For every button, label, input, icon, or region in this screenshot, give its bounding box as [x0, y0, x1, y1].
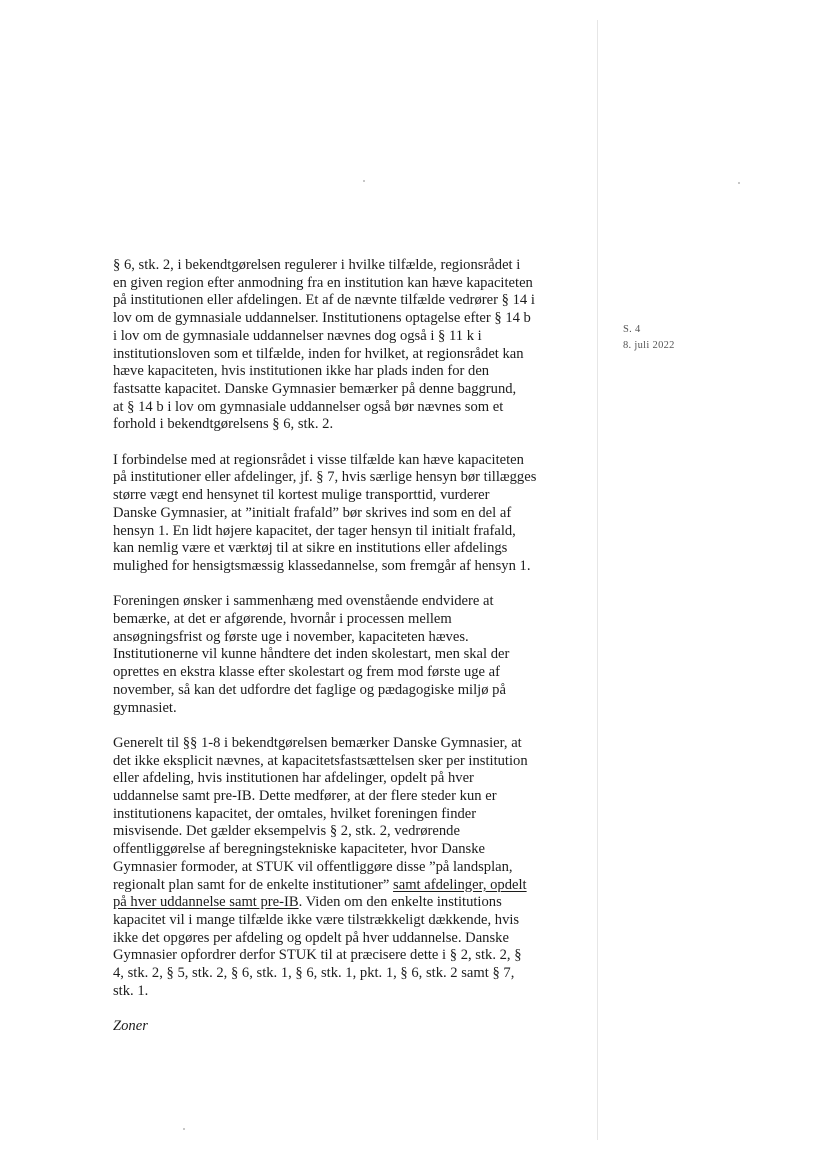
text-run: institutionsloven som et tilfælde, inden for hvilket, at regionsrådet kan: [113, 345, 524, 362]
text-run: på institutionen eller afdelingen. Et af de nævnte tilfælde vedrører § 14 i: [113, 292, 535, 309]
text-line: [113, 629, 583, 647]
page-number: S. 4: [623, 324, 641, 335]
text-run: ikke det opgøres per afdeling og opdelt på hver uddannelse. Danske: [113, 929, 509, 946]
text-line: [113, 452, 583, 470]
text-run: på institutioner eller afdelinger, jf. § 7, hvis særlige hensyn bør tillægges: [113, 469, 537, 486]
text-run: eller afdeling, hvis institutionen har afdelinger, opdelt på hver: [113, 770, 474, 787]
text-line: [113, 735, 583, 753]
text-run: kan nemlig være et værktøj til at sikre en institutions eller afdelings: [113, 540, 508, 557]
text-run: Gymnasier formoder, at STUK vil offentliggøre disse ”på landsplan,: [113, 858, 513, 875]
text-run: Danske Gymnasier, at ”initialt frafald” bør skrives ind som en del af: [113, 504, 512, 521]
text-run: en given region efter anmodning fra en institution kan hæve kapaciteten: [113, 274, 533, 291]
text-run: Generelt til §§ 1-8 i bekendtgørelsen bemærker Danske Gymnasier, at: [113, 734, 522, 751]
text-run: lov om de gymnasiale uddannelser. Institutionens optagelse efter § 14 b: [113, 310, 531, 327]
text-run: . Viden om den enkelte institutions: [298, 894, 502, 911]
closing-signature: Zoner: [113, 1018, 148, 1035]
document-date: 8. juli 2022: [623, 340, 675, 351]
text-run: mulighed for hensigtsmæssig klassedannelse, som fremgår af hensyn 1.: [113, 557, 531, 574]
text-line: [113, 328, 583, 346]
text-run: misvisende. Det gælder eksempelvis § 2, stk. 2, vedrørende: [113, 823, 460, 840]
text-run: stk. 1.: [113, 982, 149, 999]
text-line: [113, 292, 583, 310]
text-line: [113, 257, 583, 275]
underlined-text: samt afdelinger, opdelt: [393, 876, 527, 893]
text-line: [113, 753, 583, 771]
text-line: [113, 912, 583, 930]
text-run: fastsatte kapacitet. Danske Gymnasier bemærker på denne baggrund,: [113, 380, 517, 397]
text-run: hæve kapaciteten, hvis institutionen ikke har plads inden for den: [113, 363, 490, 380]
text-line: [113, 788, 583, 806]
scan-speck: [738, 182, 740, 184]
text-run: gymnasiet.: [113, 699, 177, 716]
text-run: Institutionerne vil kunne håndtere det inden skolestart, men skal der: [113, 646, 510, 663]
text-line: [113, 823, 583, 841]
text-line: [113, 682, 583, 700]
text-run: forhold i bekendtgørelsens § 6, stk. 2.: [113, 416, 334, 433]
text-run: november, så kan det udfordre det faglige og pædagogiske miljø på: [113, 681, 506, 698]
text-line: [113, 505, 583, 523]
text-line: [113, 416, 583, 434]
text-run: I forbindelse med at regionsrådet i visse tilfælde kan hæve kapaciteten: [113, 451, 524, 468]
scan-speck: [183, 1128, 185, 1130]
text-run: Gymnasier opfordrer derfor STUK til at præcisere dette i § 2, stk. 2, §: [113, 947, 522, 964]
text-run: uddannelse samt pre-IB. Dette medfører, at der flere steder kun er: [113, 788, 497, 805]
text-line: [113, 275, 583, 293]
text-line: [113, 611, 583, 629]
text-run: det ikke eksplicit nævnes, at kapacitetsfastsættelsen sker per institution: [113, 752, 528, 769]
text-run: regionalt plan samt for de enkelte institutioner”: [113, 876, 394, 893]
margin-divider: [597, 20, 598, 1140]
text-line: [113, 930, 583, 948]
text-line: [113, 646, 583, 664]
text-run: at § 14 b i lov om gymnasiale uddannelser også bør nævnes som et: [113, 398, 504, 415]
scan-speck: [363, 180, 365, 182]
text-run: ansøgningsfrist og første uge i november, kapaciteten hæves.: [113, 628, 469, 645]
text-run: institutionens kapacitet, der omtales, hvilket foreningen finder: [113, 805, 477, 822]
text-run: større vægt end hensynet til kortest mulige transporttid, vurderer: [113, 487, 490, 504]
text-run: kapacitet vil i mange tilfælde ikke være tilstrækkeligt dækkende, hvis: [113, 911, 520, 928]
text-run: 4, stk. 2, § 5, stk. 2, § 6, stk. 1, § 6, stk. 1, pkt. 1, § 6, stk. 2 samt § 7,: [113, 965, 515, 982]
text-line: [113, 469, 583, 487]
text-run: i lov om de gymnasiale uddannelser nævnes dog også i § 11 k i: [113, 327, 482, 344]
text-line: [113, 310, 583, 328]
text-line: [113, 841, 583, 859]
text-run: bemærke, at det er afgørende, hvornår i processen mellem: [113, 611, 452, 628]
text-line: [113, 700, 583, 718]
text-line: [113, 859, 583, 877]
text-run: oprettes en ekstra klasse efter skolestart og frem mod første uge af: [113, 664, 500, 681]
text-line: [113, 877, 583, 895]
text-line: [113, 593, 583, 611]
underlined-text: på hver uddannelse samt pre-IB: [113, 894, 299, 911]
text-line: [113, 664, 583, 682]
body-paragraph: [113, 257, 583, 434]
text-run: § 6, stk. 2, i bekendtgørelsen regulerer i hvilke tilfælde, regionsrådet i: [113, 257, 521, 273]
body-paragraph: [113, 593, 583, 717]
text-line: [113, 947, 583, 965]
body-paragraph: [113, 452, 583, 576]
text-line: [113, 894, 583, 912]
text-run: offentliggørelse af beregningstekniske kapaciteter, hvor Danske: [113, 841, 485, 858]
text-line: [113, 399, 583, 417]
text-line: [113, 983, 583, 1001]
text-line: [113, 381, 583, 399]
text-line: [113, 363, 583, 381]
text-line: [113, 806, 583, 824]
text-line: [113, 523, 583, 541]
text-line: [113, 346, 583, 364]
letter-body: [113, 257, 583, 1036]
text-line: [113, 558, 583, 576]
text-run: Foreningen ønsker i sammenhæng med ovenstående endvidere at: [113, 593, 494, 610]
text-line: [113, 540, 583, 558]
page-meta: [623, 322, 675, 354]
text-run: hensyn 1. En lidt højere kapacitet, der tager hensyn til initialt frafald,: [113, 522, 516, 539]
body-paragraph: [113, 735, 583, 1001]
text-line: [113, 770, 583, 788]
text-line: [113, 487, 583, 505]
text-line: [113, 965, 583, 983]
